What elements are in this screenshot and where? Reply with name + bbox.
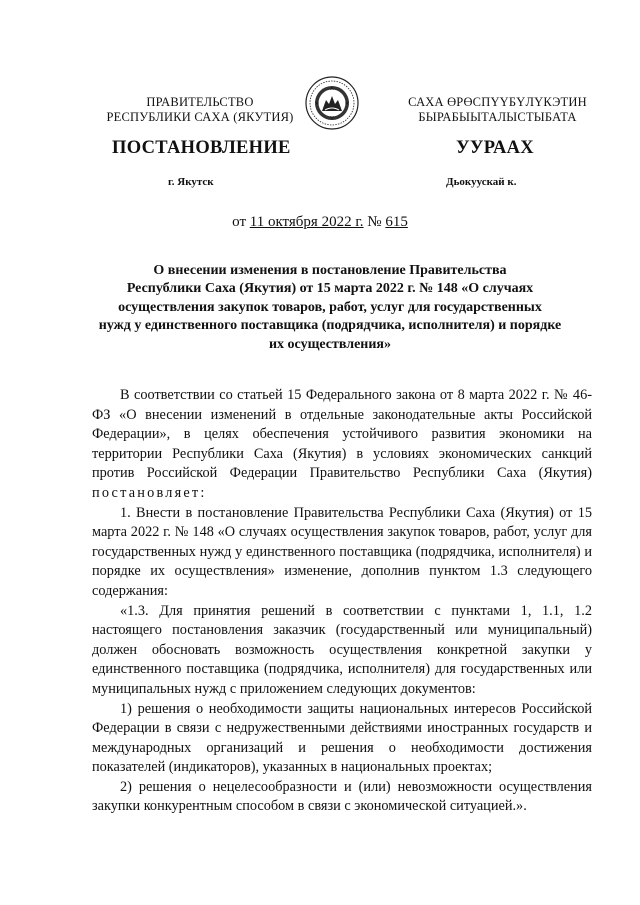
clause-1-3-paragraph: «1.3. Для принятия решений в соответствии с пунктами 1, 1.1, 1.2 настоящего постановления заказчик (государственный или муниципальный) должен обосновать возможность осуществления конкретной закупки у единственного поставщика (подрядчика, исполнителя) для государственных или муниципальных нужд с приложением следующих документов: (92, 602, 592, 697)
government-name-sakha (395, 95, 600, 125)
document-body (92, 386, 592, 817)
header-left-line2: РЕСПУБЛИКИ САХА (ЯКУТИЯ) (106, 110, 294, 124)
clause-1-paragraph: 1. Внести в постановление Правительства Республики Саха (Якутия) от 15 марта 2022 г. № 148 «О случаях осуществления закупок товаров, работ, услуг для государственных нужд у единственного поставщика (подрядчика, исполнителя) и порядке их осуществления» изменение, дополнив пунктом 1.3 следующего содержания: (92, 504, 592, 599)
subject-line: Республики Саха (Якутия) от 15 марта 2022 г. № 148 «О случаях (126, 281, 534, 297)
subject-line: осуществления закупок товаров, работ, услуг для государственных (118, 299, 542, 315)
header-right-line1: САХА ӨРӨСПҮҮБҮЛҮКЭТИН (408, 95, 587, 109)
subclause-2-paragraph: 2) решения о нецелесообразности и (или) невозможности осуществления закупки конкурентным способом в связи с экономической ситуацией.». (92, 778, 592, 815)
dateline-prefix: от (232, 214, 246, 230)
preamble-text: В соответствии со статьей 15 Федерального закона от 8 марта 2022 г. № 46-ФЗ «О внесении изменений в отдельные законодательные акты Российской Федерации», в целях обеспечения устойчивого развития экономики на территории Республики Саха (Якутия) в условиях экономических санкций против Российской Федерации Правительство Республики Саха (Якутия) (92, 387, 592, 482)
sakha-coat-of-arms-icon (305, 76, 359, 130)
header-right-line2: БЫРАБЫЫТАЛЫСТЫБАТА (418, 110, 577, 124)
city-russian: г. Якутск (168, 176, 214, 188)
document-number: 615 (385, 214, 408, 230)
subject-line: их осуществления» (268, 336, 392, 352)
document-date: 11 октября 2022 г. (249, 214, 364, 230)
document-subject (80, 262, 580, 354)
subject-line: О внесении изменения в постановление Правительства (153, 263, 507, 278)
number-sign: № (367, 214, 382, 230)
city-sakha: Дьокуускай к. (446, 176, 517, 188)
document-type-sakha: УУРААХ (456, 138, 534, 158)
subject-line: нужд у единственного поставщика (подрядчика, исполнителя) и порядке (98, 318, 562, 334)
header-left-line1: ПРАВИТЕЛЬСТВО (146, 95, 254, 109)
document-date-number (0, 214, 640, 231)
government-name-russian (100, 95, 300, 125)
document-type-russian: ПОСТАНОВЛЕНИЕ (112, 138, 291, 158)
preamble-paragraph (92, 386, 592, 504)
resolves-word: постановляет: (92, 484, 207, 501)
subclause-1-paragraph: 1) решения о необходимости защиты национальных интересов Российской Федерации в связи с недружественными действиями иностранных государств и международных организаций и решения о необходимости достижения показателей (индикаторов), указанных в национальных проектах; (92, 700, 592, 776)
